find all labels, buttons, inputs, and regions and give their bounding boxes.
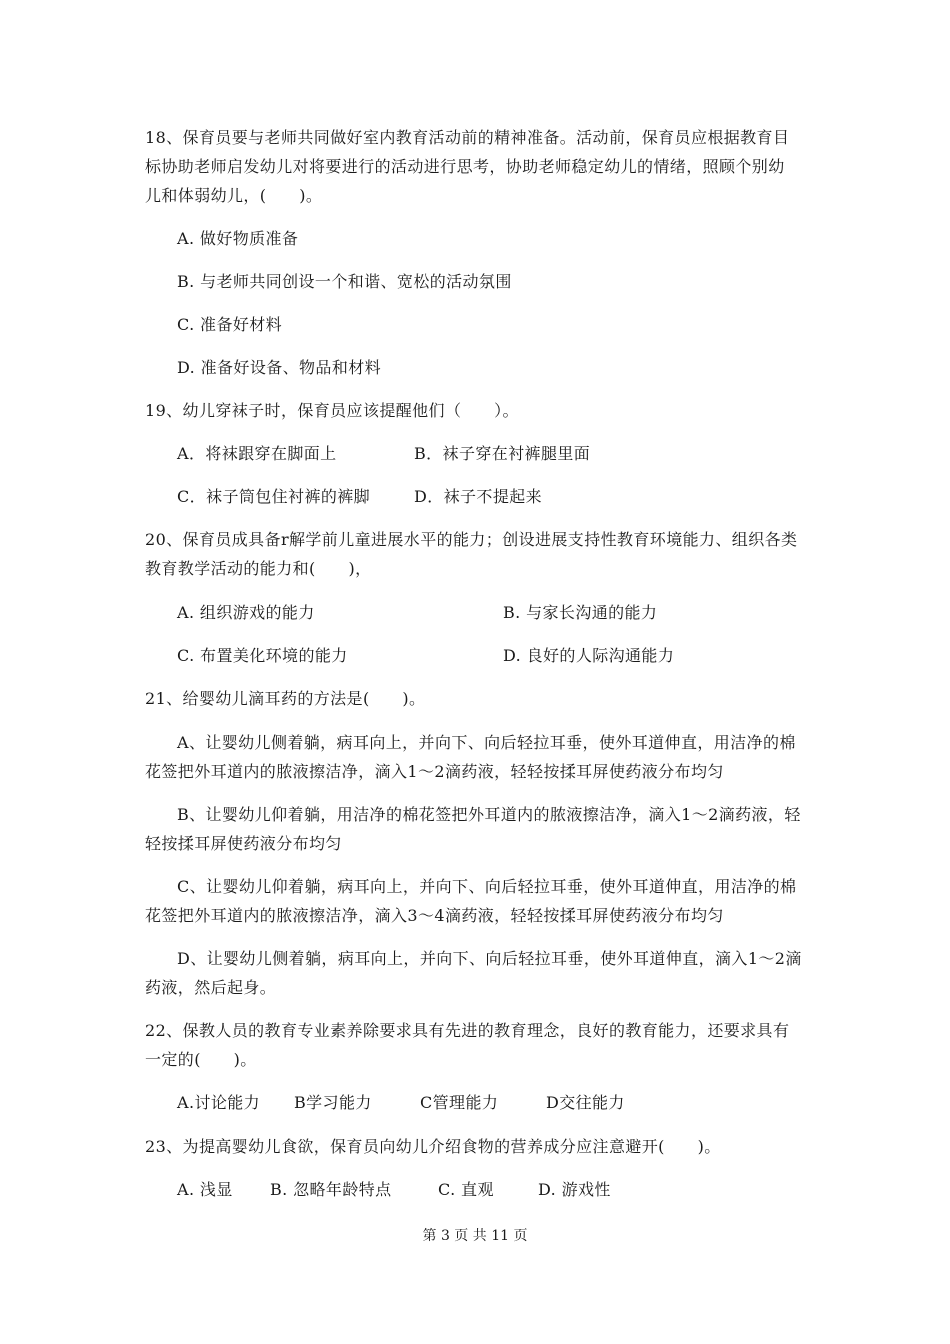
question-18-option-a: A. 做好物质准备 (177, 229, 299, 248)
question-21-option-c-line-1: C、让婴幼儿仰着躺，病耳向上，并向下、向后轻拉耳垂，使外耳道伸直，用洁净的棉 (177, 877, 797, 896)
question-21-option-b-line-1: B、让婴幼儿仰着躺，用洁净的棉花签把外耳道内的脓液擦洁净，滴入1～2滴药液，轻 (177, 805, 801, 824)
question-18-line-2: 标协助老师启发幼儿对将要进行的活动进行思考，协助老师稳定幼儿的情绪，照顾个别幼 (145, 157, 785, 176)
question-19-line-1: 19、幼儿穿袜子时，保育员应该提醒他们（ ）。 (145, 401, 519, 420)
question-18-line-1: 18、保育员要与老师共同做好室内教育活动前的精神准备。活动前，保育员应根据教育目 (145, 128, 790, 147)
question-23-option-c: C. 直观 (438, 1180, 494, 1199)
question-22-option-c: C管理能力 (420, 1093, 499, 1112)
question-21-option-c-line-2: 花签把外耳道内的脓液擦洁净，滴入3～4滴药液，轻轻按揉耳屏使药液分布均匀 (145, 906, 724, 925)
question-21-option-a-line-2: 花签把外耳道内的脓液擦洁净，滴入1～2滴药液，轻轻按揉耳屏使药液分布均匀 (145, 762, 724, 781)
question-23-option-d: D. 游戏性 (538, 1180, 611, 1199)
question-21-line-1: 21、给婴幼儿滴耳药的方法是( )。 (145, 689, 426, 708)
question-20-option-b: B. 与家长沟通的能力 (503, 603, 658, 622)
question-19-option-b: B．袜子穿在衬裤腿里面 (414, 444, 591, 463)
question-20-option-c: C. 布置美化环境的能力 (177, 646, 348, 665)
question-23-option-b: B. 忽略年龄特点 (270, 1180, 392, 1199)
question-18-option-c: C. 准备好材料 (177, 315, 283, 334)
page-footer: 第 3 页 共 11 页 (422, 1228, 528, 1244)
question-22-option-d: D交往能力 (546, 1093, 625, 1112)
question-22-line-2: 一定的( )。 (145, 1050, 257, 1069)
question-21-option-a-line-1: A、让婴幼儿侧着躺，病耳向上，并向下、向后轻拉耳垂，使外耳道伸直，用洁净的棉 (177, 733, 796, 752)
question-22-option-b: B学习能力 (294, 1093, 372, 1112)
question-20-line-2: 教育教学活动的能力和( )， (145, 559, 372, 578)
question-18-line-3: 儿和体弱幼儿，( )。 (145, 186, 323, 205)
question-22-line-1: 22、保教人员的教育专业素养除要求具有先进的教育理念，良好的教育能力，还要求具有 (145, 1021, 790, 1040)
question-21-option-b-line-2: 轻按揉耳屏使药液分布均匀 (145, 834, 342, 853)
question-21-option-d-line-2: 药液，然后起身。 (145, 978, 277, 997)
question-20-line-1: 20、保育员成具备r解学前儿童进展水平的能力；创设进展支持性教育环境能力、组织各类 (145, 530, 798, 549)
question-18-option-d: D. 准备好设备、物品和材料 (177, 358, 382, 377)
question-20-option-d: D. 良好的人际沟通能力 (503, 646, 675, 665)
question-23-line-1: 23、为提高婴幼儿食欲，保育员向幼儿介绍食物的营养成分应注意避开( )。 (145, 1137, 721, 1156)
question-22-option-a: A.讨论能力 (177, 1093, 261, 1112)
question-19-option-c: C．袜子筒包住衬裤的裤脚 (177, 487, 371, 506)
question-23-option-a: A. 浅显 (177, 1180, 233, 1199)
question-18-option-b: B. 与老师共同创设一个和谐、宽松的活动氛围 (177, 272, 512, 291)
question-19-option-d: D．袜子不提起来 (414, 487, 543, 506)
question-19-option-a: A．将袜跟穿在脚面上 (177, 444, 337, 463)
question-21-option-d-line-1: D、让婴幼儿侧着躺，病耳向上，并向下、向后轻拉耳垂，使外耳道伸直，滴入1～2滴 (177, 949, 802, 968)
question-20-option-a: A. 组织游戏的能力 (177, 603, 315, 622)
